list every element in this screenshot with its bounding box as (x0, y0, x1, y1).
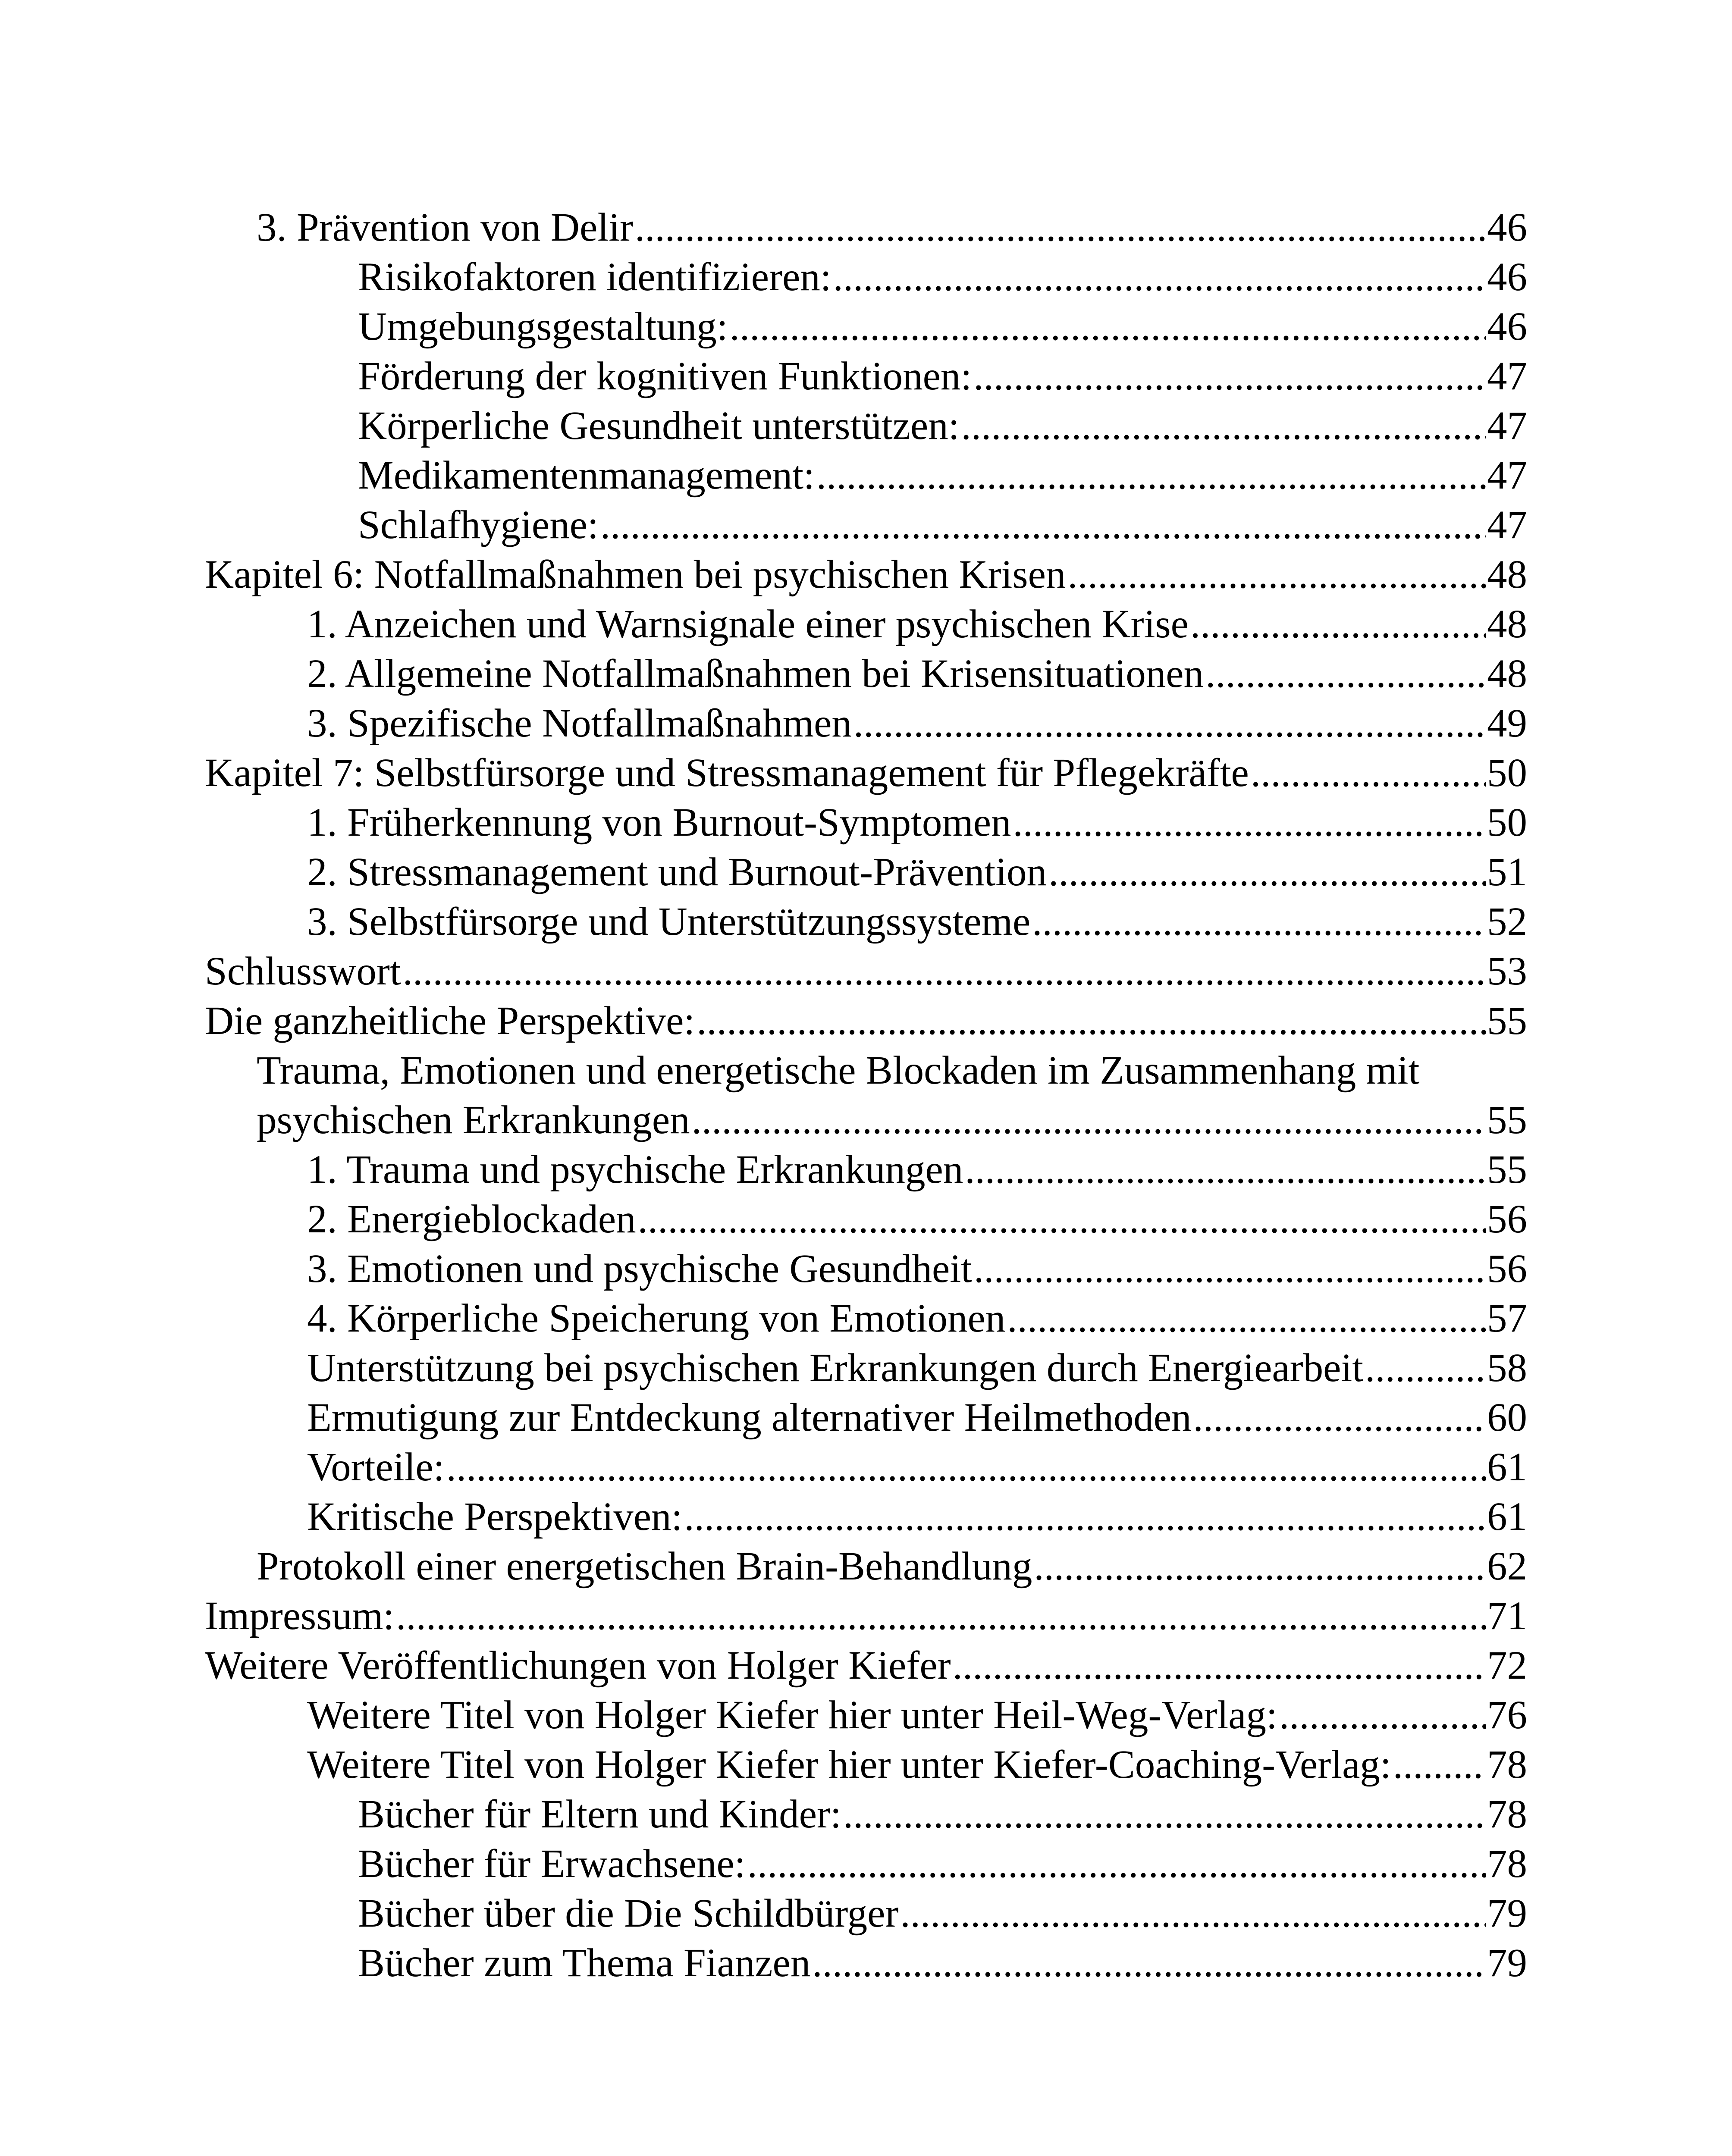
toc-entry-page: 58 (1487, 1346, 1527, 1390)
dot-leader (816, 451, 1486, 501)
toc-entry-page: 78 (1487, 1792, 1527, 1836)
toc-entry-title: 3. Spezifische Notfallmaßnahmen (307, 701, 852, 746)
dot-leader (812, 1938, 1486, 1988)
dot-leader (638, 1194, 1486, 1244)
toc-entry[interactable] (205, 550, 1527, 600)
dot-leader (1393, 1740, 1486, 1790)
toc-entry-page: 56 (1487, 1247, 1527, 1291)
dot-leader (843, 1789, 1486, 1839)
toc-entry-title: Weitere Veröffentlichungen von Holger Kiefer (205, 1643, 951, 1688)
toc-entry[interactable] (205, 748, 1527, 798)
toc-entry[interactable] (358, 1789, 1527, 1839)
toc-entry[interactable] (358, 1839, 1527, 1889)
toc-entry-title: Weitere Titel von Holger Kiefer hier unter Heil-Weg-Verlag: (307, 1693, 1277, 1737)
toc-entry[interactable] (257, 1095, 1527, 1145)
toc-entry[interactable] (307, 847, 1527, 897)
dot-leader (730, 302, 1486, 352)
dot-leader (692, 1095, 1486, 1145)
dot-leader (403, 946, 1486, 997)
toc-entry-page: 71 (1487, 1594, 1527, 1638)
toc-entry-page: 78 (1487, 1742, 1527, 1787)
toc-entry[interactable] (205, 1641, 1527, 1691)
toc-entry[interactable] (307, 1145, 1527, 1195)
toc-entry-title: 1. Anzeichen und Warnsignale einer psychischen Krise (307, 602, 1189, 646)
toc-entry-title: Kapitel 6: Notfallmaßnahmen bei psychischen Krisen (205, 552, 1066, 597)
toc-entry-page: 52 (1487, 899, 1527, 944)
toc-entry-page: 61 (1487, 1495, 1527, 1539)
dot-leader (853, 699, 1486, 749)
toc-entry[interactable] (307, 649, 1527, 699)
toc-entry[interactable] (307, 1244, 1527, 1294)
dot-leader (697, 996, 1486, 1046)
toc-entry-page: 55 (1487, 999, 1527, 1043)
toc-entry-page: 53 (1487, 949, 1527, 993)
toc-entry-title: Ermutigung zur Entdeckung alternativer Heilmethoden (307, 1395, 1192, 1440)
toc-entry[interactable] (307, 1442, 1527, 1492)
toc-entry-page: 47 (1487, 503, 1527, 547)
toc-entry-title: Vorteile: (307, 1445, 445, 1489)
toc-entry-page: 57 (1487, 1296, 1527, 1341)
toc-entry-page: 55 (1487, 1098, 1527, 1142)
dot-leader (396, 1591, 1486, 1641)
toc-entry-title: 1. Trauma und psychische Erkrankungen (307, 1147, 963, 1192)
toc-entry-title: Kapitel 7: Selbstfürsorge und Stressmanagement für Pflegekräfte (205, 751, 1249, 795)
toc-entry-page: 47 (1487, 404, 1527, 448)
toc-entry[interactable] (307, 897, 1527, 947)
toc-entry-page: 76 (1487, 1693, 1527, 1737)
toc-entry[interactable] (307, 1294, 1527, 1344)
toc-entry-page: 50 (1487, 751, 1527, 795)
toc-entry[interactable] (205, 996, 1527, 1046)
dot-leader (1067, 550, 1486, 600)
toc-entry[interactable] (358, 1938, 1527, 1988)
toc-entry[interactable] (307, 1690, 1527, 1740)
toc-entry-page: 56 (1487, 1197, 1527, 1241)
toc-entry-page: 51 (1487, 850, 1527, 894)
toc-entry[interactable] (307, 1740, 1527, 1790)
toc-entry[interactable] (358, 351, 1527, 401)
toc-entry[interactable] (358, 500, 1527, 550)
toc-entry-title: 2. Allgemeine Notfallmaßnahmen bei Krisensituationen (307, 652, 1204, 696)
toc-entry-title: 2. Stressmanagement und Burnout-Prävention (307, 850, 1047, 894)
toc-entry[interactable] (358, 451, 1527, 501)
toc-entry-page: 78 (1487, 1842, 1527, 1886)
toc-entry-title: Die ganzheitliche Perspektive: (205, 999, 695, 1043)
toc-entry-title: psychischen Erkrankungen (257, 1098, 690, 1142)
toc-entry-title: 3. Prävention von Delir (257, 205, 634, 250)
dot-leader (1279, 1690, 1486, 1740)
toc-entry-title: Kritische Perspektiven: (307, 1495, 683, 1539)
toc-entry-page: 47 (1487, 354, 1527, 398)
dot-leader (1032, 897, 1486, 947)
toc-entry[interactable] (307, 1393, 1527, 1443)
dot-leader (965, 1145, 1486, 1195)
toc-entry[interactable] (307, 699, 1527, 749)
toc-entry-page: 49 (1487, 701, 1527, 746)
toc-entry-title: Unterstützung bei psychischen Erkrankungen durch Energiearbeit (307, 1346, 1364, 1390)
toc-entry-title: Bücher für Eltern und Kinder: (358, 1792, 841, 1836)
toc-entry-page: 47 (1487, 453, 1527, 498)
toc-entry-title: Förderung der kognitiven Funktionen: (358, 354, 972, 398)
dot-leader (1013, 798, 1486, 848)
toc-entry-title: Umgebungsgestaltung: (358, 304, 728, 349)
toc-entry[interactable] (257, 203, 1527, 253)
toc-entry-title: Protokoll einer energetischen Brain-Behandlung (257, 1544, 1032, 1589)
dot-leader (1007, 1294, 1486, 1344)
dot-leader (1193, 1393, 1487, 1443)
toc-entry[interactable] (307, 1194, 1527, 1244)
toc-entry-title: Weitere Titel von Holger Kiefer hier unter Kiefer-Coaching-Verlag: (307, 1742, 1391, 1787)
toc-entry-page: 48 (1487, 652, 1527, 696)
toc-entry-title: Risikofaktoren identifizieren: (358, 255, 831, 299)
toc-entry[interactable] (257, 1542, 1527, 1592)
toc-entry[interactable] (358, 252, 1527, 302)
toc-entry-title: 3. Emotionen und psychische Gesundheit (307, 1247, 972, 1291)
dot-leader (953, 1641, 1486, 1691)
dot-leader (900, 1889, 1486, 1939)
toc-entry-title: 2. Energieblockaden (307, 1197, 636, 1241)
toc-entry[interactable] (307, 798, 1527, 848)
dot-leader (684, 1492, 1486, 1542)
dot-leader (974, 1244, 1486, 1294)
toc-entry-page: 46 (1487, 304, 1527, 349)
dot-leader (833, 252, 1486, 302)
toc-entry-title: Bücher für Erwachsene: (358, 1842, 746, 1886)
toc-entry-title: Körperliche Gesundheit unterstützen: (358, 404, 960, 448)
toc-entry[interactable] (205, 1591, 1527, 1641)
toc-entry-page: 48 (1487, 552, 1527, 597)
toc-entry[interactable] (307, 599, 1527, 649)
toc-entry[interactable] (358, 1889, 1527, 1939)
toc-entry-page: 72 (1487, 1643, 1527, 1688)
toc-entry-page: 46 (1487, 255, 1527, 299)
toc-entry-page: 46 (1487, 205, 1527, 250)
dot-leader (635, 203, 1486, 253)
toc-entry-title: 4. Körperliche Speicherung von Emotionen (307, 1296, 1006, 1341)
toc-entry[interactable] (358, 401, 1527, 451)
dot-leader (1251, 748, 1486, 798)
toc-entry[interactable] (307, 1343, 1527, 1393)
toc-entry[interactable] (358, 302, 1527, 352)
dot-leader (1365, 1343, 1486, 1393)
toc-entry-page: 60 (1487, 1395, 1527, 1440)
toc-entry-title: Medikamentenmanagement: (358, 453, 815, 498)
toc-entry-page: 62 (1487, 1544, 1527, 1589)
toc-entry-title: Impressum: (205, 1594, 395, 1638)
dot-leader (1034, 1542, 1486, 1592)
dot-leader (1205, 649, 1486, 699)
dot-leader (600, 500, 1486, 550)
toc-entry[interactable] (205, 946, 1527, 997)
dot-leader (961, 401, 1486, 451)
toc-entry-title-line1: Trauma, Emotionen und energetische Blockaden im Zusammenhang mit (257, 1048, 1420, 1093)
dot-leader (973, 351, 1486, 401)
toc-entry-title: 3. Selbstfürsorge und Unterstützungssysteme (307, 899, 1031, 944)
dot-leader (1048, 847, 1486, 897)
toc-entry-page: 48 (1487, 602, 1527, 646)
toc-entry-page: 79 (1487, 1941, 1527, 1985)
dot-leader (446, 1442, 1486, 1492)
toc-entry-page: 79 (1487, 1891, 1527, 1936)
toc-entry-page: 61 (1487, 1445, 1527, 1489)
toc-entry-page: 50 (1487, 800, 1527, 845)
dot-leader (1190, 599, 1486, 649)
toc-entry-title: Schlafhygiene: (358, 503, 599, 547)
dot-leader (747, 1839, 1486, 1889)
toc-entry-title: Bücher zum Thema Fianzen (358, 1941, 811, 1985)
toc-entry[interactable] (307, 1492, 1527, 1542)
toc-entry-title: 1. Früherkennung von Burnout-Symptomen (307, 800, 1011, 845)
toc-entry-title: Schlusswort (205, 949, 401, 993)
toc-entry-title: Bücher über die Die Schildbürger (358, 1891, 899, 1936)
toc-entry-page: 55 (1487, 1147, 1527, 1192)
